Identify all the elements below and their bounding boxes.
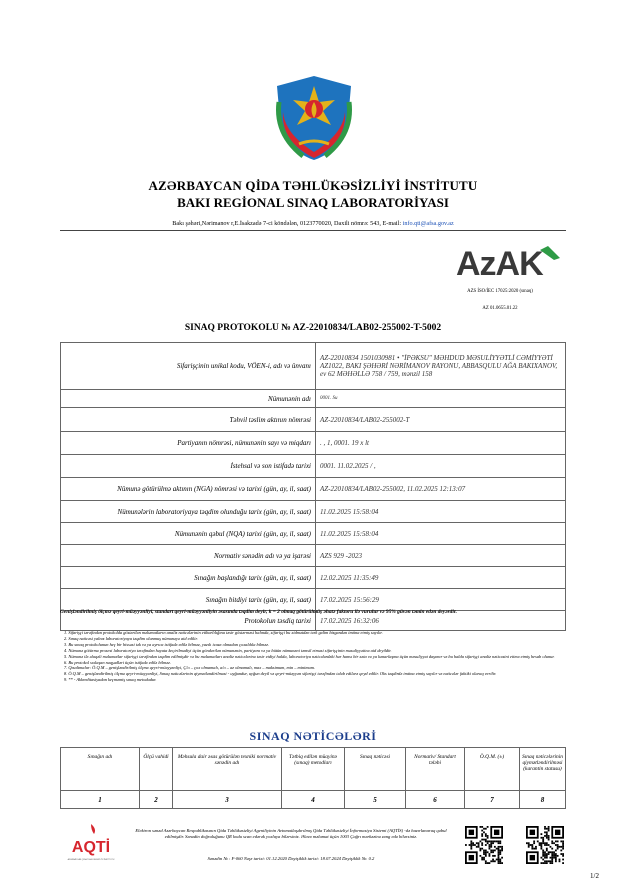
aqti-logo-icon	[66, 822, 116, 866]
notes-list	[60, 630, 566, 683]
column-header: Normativ/ Standart tələbi	[406, 748, 465, 791]
column-header: Sınağın adı	[61, 748, 140, 791]
column-number: 2	[140, 791, 173, 809]
institute-name: AZƏRBAYCAN QİDA TƏHLÜKƏSİZLİYİ İNSTİTUTU	[148, 178, 478, 193]
azak-logo-text: AzAK	[456, 245, 543, 280]
list-item: 7. Qısaltmalar: Ö.Q.M – genişləndirilmiş ölçmə qeyri-müəyyənliyi, Ç/o – çox olmamalı, a/o – az olmamalı, max – maksimum, min – minimum.	[64, 665, 315, 671]
info-value: 17.02.2025 15:56:29	[316, 589, 566, 611]
column-header: Sınaq nəticələrinin qiymətləndirilməsi (karantin statusu)	[520, 748, 566, 791]
table-row	[61, 478, 566, 501]
list-item: 1. Sifarişçi tərəfindən protokolda göstərilən məlumatların analiz nəticələrinin etibarlılığına təsir göstərməsi halında, sifarişçi bu xidmətdən tərk gəlim bizgəndən imtina etmiş sayılır.	[64, 630, 383, 635]
column-number: 5	[345, 791, 406, 809]
table-row	[61, 455, 566, 478]
info-value: 11.02.2025 15:58:04	[316, 501, 566, 523]
qr-code-icon[interactable]	[526, 826, 564, 864]
info-label: Partiyanın nömrəsi, nümunənin sayı və miqdarı	[61, 432, 316, 455]
page-number: 1/2	[590, 872, 599, 880]
address-line	[0, 220, 626, 227]
table-row	[61, 589, 566, 611]
uncertainty-note: Genişləndirilmiş ölçmə qeyri-müəyyənliyi, standart qeyri-müəyyənliyin əsasında təqdim deyir, k = 2 olmaq götürülmüş əhatə faktoru ilə vurulur və 95% güvən təmin edən deyərdir.	[60, 609, 458, 615]
table-row	[61, 408, 566, 432]
list-item: 5. Nümunə ilə əlaqəli məlumatlar sifarişçi tərəfindən təqdim edilmişdir və bu məlumatları analiz nəticələrinə təsir etdiyi halda, laboratoriya nəticələrdəki hər hansı bir xəta və ya kənarlaşma üçün məsuliyyət daşımır və bu halda sifarişçi analiz nəticəsini etimə etmiş hesab olunur.	[64, 653, 555, 659]
info-label: Normativ sənədin adı və ya işarəsi	[61, 545, 316, 567]
protocol-info-table	[60, 342, 566, 631]
column-number: 3	[173, 791, 282, 809]
list-item: 8. Ö.Q.M – genişləndirilmiş ölçmə qeyri-müəyyənliyi, Sınaq nəticələrinin qiymətləndirilməsi - uyğundur, uyğun deyil və qeyri-müəyyən sifarişçi tərəfindən tələb edilərə qeyd edilir. Oks təqdirdə imtina etmiş sayılır və nəticələr faktiki olaraq verilir.	[64, 671, 497, 677]
column-number: 1	[61, 791, 140, 809]
info-label: Nümunənin adı	[61, 390, 316, 408]
info-label: Nümunələrin laboratoriyaya təqdim olunduğu tarix (gün, ay, il, saat)	[61, 501, 316, 523]
info-label: Nümunənin qəbul (NQA) tarixi (gün, ay, il, saat)	[61, 523, 316, 545]
column-header: Ölçü vahidi	[140, 748, 173, 791]
table-row	[61, 432, 566, 455]
info-label: Sınağın başlandığı tarix (gün, ay, il, saat)	[61, 567, 316, 589]
list-item: 9. ** - Akkreditasiyadan keçməmiş sınaq metodudur.	[64, 677, 157, 683]
column-number: 4	[282, 791, 345, 809]
list-item: 4. Nümunə götürmə prosesi laboratoriya tərəfindən həyata keçirilmədiyi üçün göndərilən nümunənin, partiyanı və ya bütün nümunəni təmsil etməsi sifarişçinin məsuliyyətinə aid deyildir.	[64, 647, 392, 653]
info-label: İstehsal və son istifadə tarixi	[61, 455, 316, 478]
accreditation-certificate: AZ 01.0655.01.22	[482, 306, 518, 311]
footer-meta: Sənədin № : F-060 Nəşr tarixi: 01.12.2020 Dəyişiklik tarixi: 18.07.2024 Dəyişiklik №: 0.2	[207, 856, 375, 861]
table-header-row	[61, 748, 566, 791]
list-item: 2. Sınaq nəticəsi yalnız laboratoriyaya təqdim olunmuş nümunəyə aid edilir.	[64, 635, 198, 641]
list-item: 6. Bu protokol sıxlaşan nəqşədləri üçün istifadə edilə bilməz.	[64, 659, 171, 665]
table-row	[61, 567, 566, 589]
protocol-title: SINAQ PROTOKOLU № AZ-22010834/LAB02-255002-T-5002	[184, 323, 442, 333]
email-link[interactable]: info.qti@afsa.gov.az	[402, 220, 454, 227]
azak-accreditation-logo-icon	[454, 244, 564, 280]
info-value: AZ-22010834/LAB02-255002-T	[316, 408, 566, 432]
footer-text: Elektron sənəd Azərbaycan Respublikasının Qida Təhlükəsizliyi Agentliyinin Avtomatlaşdırılmış Qida Təhlükəsizliyi İnformasiya Sistemi (AQTİS) -də hazırlanaraq qəbul edilmişdir. Sənədin doğruluğunu QR kodu scan edərək yoxlaya bilərsiniz. Əlavə məlumat üçün 1003 Çağrı mərkəzinə zəng edə bilərsiniz.	[135, 828, 447, 839]
info-value: . , 1, 0001. 19 x lt	[316, 432, 566, 455]
info-label: Sifarişçinin unikal kodu, VÖEN-i, adı və ünvanı	[61, 343, 316, 390]
table-row	[61, 343, 566, 390]
column-header: Tətbiq edilən müayinə (sınaq) metodları	[282, 748, 345, 791]
state-emblem-icon	[273, 72, 355, 164]
aqti-logo-subtext: AZƏRBAYCAN QİDA TƏHLÜKƏSİZLİYİ İNSTİTUTU	[67, 859, 115, 861]
info-value: AZ-22010834 1501030981 • "İPƏKSU" MƏHDUD MƏSULİYYƏTLİ CƏMİYYƏTİ AZ1022, BAKI ŞƏHƏRİ NƏRİMANOV RAYONU, ABBASQULU AĞA BAKIXANOV, ev 62 MƏHƏLLƏ 758 / 759, mənzil 158	[316, 343, 566, 390]
table-row	[61, 501, 566, 523]
column-number: 6	[406, 791, 465, 809]
table-row	[61, 390, 566, 408]
info-value: AZ-22010834/LAB02-255002, 11.02.2025 12:13:07	[316, 478, 566, 501]
info-value: 0001. Su	[316, 390, 566, 408]
header-divider	[60, 230, 566, 231]
info-value: 0001. 11.02.2025 / ,	[316, 455, 566, 478]
results-title: SINAQ NƏTİCƏLƏRİ	[249, 729, 377, 743]
info-label: Protokolun təsdiq tarixi	[61, 611, 316, 631]
info-value: 17.02.2025 16:32:06	[316, 611, 566, 631]
accreditation-standard: AZS İSO/İEC 17025:2020 (sınaq)	[467, 289, 533, 294]
column-number: 8	[520, 791, 566, 809]
info-value: AZS 929 -2023	[316, 545, 566, 567]
qr-code-icon[interactable]	[465, 826, 503, 864]
results-table	[60, 747, 566, 809]
info-value: 11.02.2025 15:58:04	[316, 523, 566, 545]
list-item: 3. Bu sınaq protokolunun heç bir hissəsi tək və ya ayrıca istifadə edilə bilməz, yazılı icazə olmadan çoxaldıla bilməz.	[64, 641, 270, 647]
info-label: Sınağın bitdiyi tarix (gün, ay, il, saat)	[61, 589, 316, 611]
info-value: 12.02.2025 11:35:49	[316, 567, 566, 589]
laboratory-name: BAKI REGİONAL SINAQ LABORATORİYASI	[177, 195, 449, 210]
info-label: Nümunə götürülmə aktının (NGA) nömrəsi və tarixi (gün, ay, il, saat)	[61, 478, 316, 501]
column-header: Ö.Q.M. (±)	[465, 748, 520, 791]
address-text: Bakı şəhəri,Nərimanov r,E.İsakzadə 7-ci köndələn, 0123770020, Daxili nömrə: 543, E-mail:	[172, 220, 403, 227]
column-header: Sınaq nəticəsi	[345, 748, 406, 791]
aqti-logo-text: AQTİ	[71, 839, 111, 856]
table-row	[61, 791, 566, 809]
table-row	[61, 545, 566, 567]
table-row	[61, 523, 566, 545]
column-header: Məhsula dair əsas götürülən texniki normativ sənədin adı	[173, 748, 282, 791]
info-label: Təhvil təslim aktının nömrəsi	[61, 408, 316, 432]
column-number: 7	[465, 791, 520, 809]
